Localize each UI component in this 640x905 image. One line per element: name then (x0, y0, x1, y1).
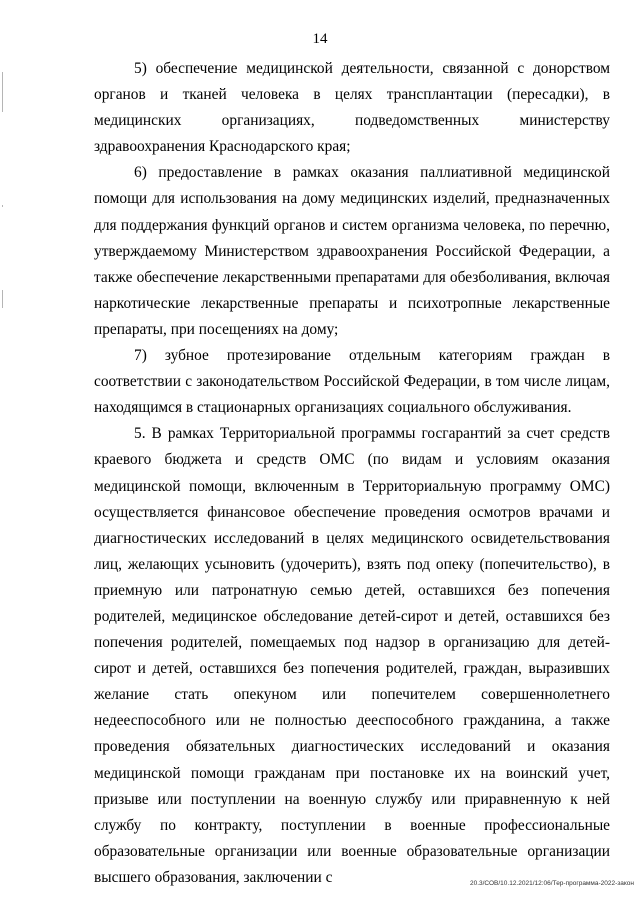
body-text (94, 56, 610, 891)
margin-scan-mark (2, 290, 3, 308)
paragraph-item-7: 7) зубное протезирование отдельным категориям граждан в соответствии с законодательством Российской Федерации, в том числе лицам, находящимся в стационарных организациях социального обслуживания. (94, 347, 610, 417)
margin-scan-mark (2, 72, 3, 112)
page-number: 14 (312, 31, 328, 47)
margin-scan-mark (2, 205, 3, 207)
paragraph-item-6: 6) предоставление в рамках оказания паллиативной медицинской помощи для использования на дому медицинских изделий, предназначенных для поддержания функций органов и систем организма человека, по перечню, утверждаемому Министерством здравоохранения Российской Федерации, а также обеспечение лекарственными препаратами для обезболивания, включая наркотические лекарственные препараты и психотропные лекарственные препараты, при посещениях на дому; (94, 164, 610, 338)
paragraph-section-5: 5. В рамках Территориальной программы госгарантий за счет средств краевого бюджета и средств ОМС (по видам и условиям оказания медицинской помощи, включенным в Территориальную программу ОМС) осуществляется финансовое обеспечение проведения осмотров врачами и диагностических исследований в целях медицинского освидетельствования лиц, желающих усыновить (удочерить), взять под опеку (попечительство), в приемную или патронатную семью детей, оставшихся без попечения родителей, медицинское обследование детей-сирот и детей, оставшихся без попечения родителей, помещаемых под надзор в организацию для детей-сирот и детей, оставшихся без попечения родителей, граждан, выразивших желание стать опекуном или попечителем совершеннолетнего недееспособного или не полностью дееспособного гражданина, а также проведения обязательных диагностических исследований и оказания медицинской помощи гражданам при постановке их на воинский учет, призыве или поступлении на военную службу или приравненную к ней службу по контракту, поступлении в военные профессиональные образовательные организации или военные образовательные организации высшего образования, заключении с (94, 425, 610, 886)
document-footer-code: 20.3/СОВ/10.12.2021/12:06/Тер-программа-2022-закон (469, 880, 634, 887)
paragraph-item-5: 5) обеспечение медицинской деятельности, связанной с донорством органов и тканей человека в целях трансплантации (пересадки), в медицинских организациях, подведомственных министерству здравоохранения Краснодарского края; (94, 60, 610, 156)
